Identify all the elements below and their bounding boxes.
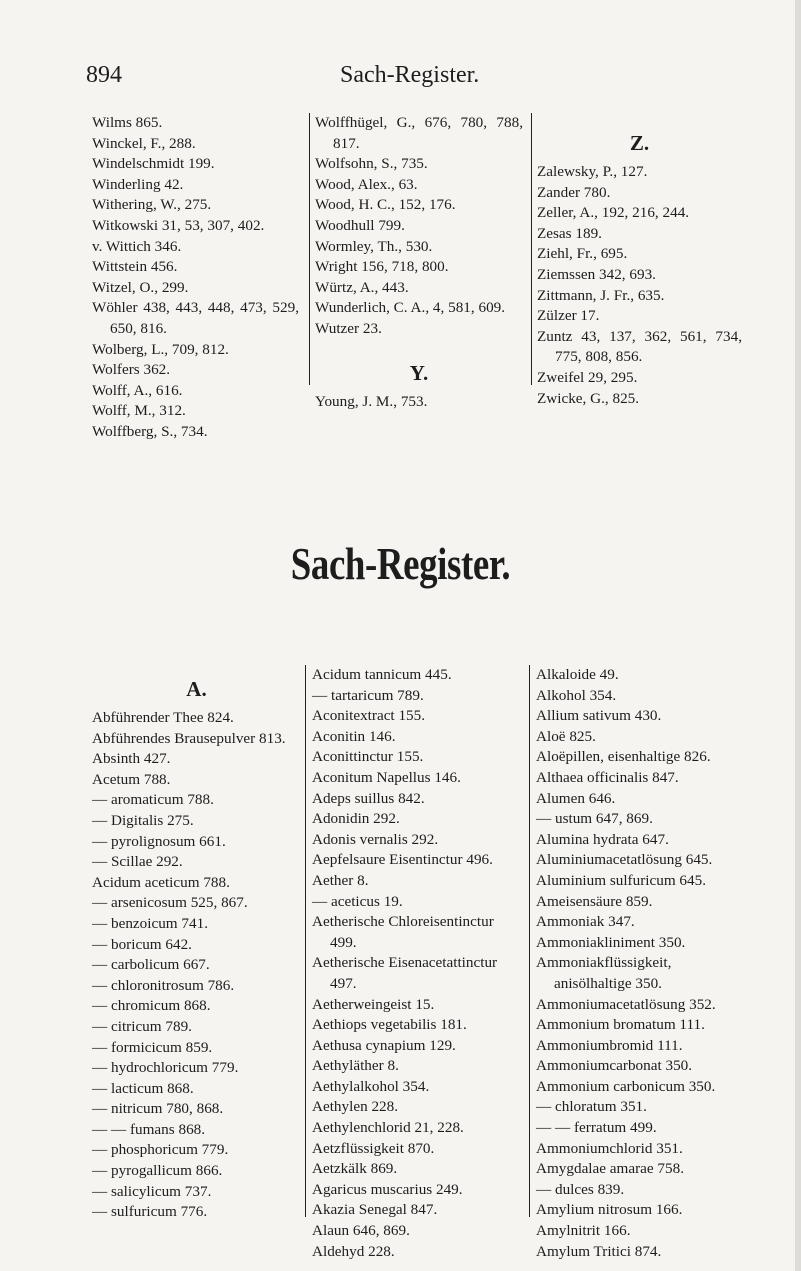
index-entry: Aethusa cynapium 129. [312,1036,456,1054]
index-entry: Alkaloide 49. [536,666,619,683]
index-entry: Ammoniumbromid 111. [536,1036,683,1054]
index-entry: Aethyläther 8. [312,1057,399,1075]
index-entry: Wunderlich, C. A., 4, 581, 609. [315,299,506,317]
index-entry: Alaun 646, 869. [312,1222,410,1240]
index-entry: — sulfuricum 776. [92,1203,208,1221]
index-entry: — phosphoricum 779. [92,1141,229,1159]
index-entry: Ammoniumchlorid 351. [536,1139,683,1157]
index-entry: — salicylicum 737. [92,1182,212,1200]
index-entry: Wolberg, L., 709, 812. [92,340,229,358]
running-title: Sach-Register. [340,62,480,88]
index-entry: Wöhler 438, 443, 448, 473, 529, 650, 816. [92,299,299,337]
index-entry: — dulces 839. [536,1180,625,1198]
index-entry: — benzoicum 741. [92,914,208,932]
index-entry: Adonidin 292. [312,810,400,828]
subject-register-column-3 [536,665,746,1262]
index-entry: Zweifel 29, 295. [537,368,638,386]
index-entry: Alumina hydrata 647. [536,830,669,848]
index-entry: — Scillae 292. [92,853,183,871]
index-entry: Acetum 788. [92,770,171,788]
column-rule [305,665,306,1217]
index-entry: Wutzer 23. [315,319,382,337]
index-entry: — pyrolignosum 661. [92,832,226,850]
index-entry: Witkowski 31, 53, 307, 402. [92,216,265,234]
index-entry: Aethiops vegetabilis 181. [312,1016,467,1034]
index-entry: Wilms 865. [92,114,163,131]
section-letter: A. [186,677,207,701]
index-entry: — — fumans 868. [92,1120,206,1138]
index-entry: — hydrochloricum 779. [92,1059,239,1077]
subject-register-column-1 [92,666,301,1223]
index-entry: Aetherische Chloreisentinctur 499. [312,913,494,951]
index-entry: Ammonium bromatum 111. [536,1016,705,1034]
index-entry: — aromaticum 788. [92,791,214,809]
index-entry: Aconitum Napellus 146. [312,768,461,786]
index-entry: Zeller, A., 192, 216, 244. [537,204,690,222]
index-entry: — pyrogallicum 866. [92,1162,223,1180]
index-entry: Zwicke, G., 825. [537,389,640,407]
index-entry: Amylium nitrosum 166. [536,1201,683,1219]
index-entry: Aetzkälk 869. [312,1160,398,1178]
index-entry: Wolffhügel, G., 676, 780, 788, 817. [315,114,523,152]
subject-register-column-2 [312,665,522,1262]
index-entry: — carbolicum 667. [92,956,210,974]
index-entry: v. Wittich 346. [92,237,182,255]
index-entry: Aethylen 228. [312,1098,399,1116]
index-entry: Winderling 42. [92,175,184,193]
index-entry: Zülzer 17. [537,307,600,325]
index-entry: Witzel, O., 299. [92,278,189,296]
index-entry: Zander 780. [537,183,611,201]
index-entry: Aconitin 146. [312,727,396,745]
index-entry: Aepfelsaure Eisentinctur 496. [312,851,493,869]
index-entry: Aloëpillen, eisenhaltige 826. [536,748,711,766]
index-entry: Wolff, M., 312. [92,402,186,420]
index-entry: Ammonium carbonicum 350. [536,1077,716,1095]
index-entry: Alumen 646. [536,789,616,807]
column-rule [529,665,530,1217]
index-entry: Aetherweingeist 15. [312,995,435,1013]
index-entry: Zuntz 43, 137, 362, 561, 734, 775, 808, 856. [537,327,742,366]
index-entry: Young, J. M., 753. [315,392,428,410]
page-number: 894 [86,62,122,88]
index-entry: — formicicum 859. [92,1038,213,1056]
index-entry: — boricum 642. [92,935,192,953]
index-entry: Allium sativum 430. [536,707,662,725]
index-entry: Amygdalae amarae 758. [536,1160,685,1178]
index-entry: — lacticum 868. [92,1079,194,1097]
index-entry: Ameisensäure 859. [536,892,653,910]
index-entry: Wolfsohn, S., 735. [315,155,428,173]
index-entry: Aconittinctur 155. [312,748,424,766]
name-register-column-2 [315,113,523,412]
index-entry: Aethylenchlorid 21, 228. [312,1119,464,1137]
index-entry: — nitricum 780, 868. [92,1100,224,1118]
index-entry: Aluminium sulfuricum 645. [536,871,707,889]
index-entry: Wolffberg, S., 734. [92,422,208,440]
index-entry: Abführender Thee 824. [92,709,234,726]
index-entry: Aetzflüssigkeit 870. [312,1139,435,1157]
index-entry: Absinth 427. [92,750,171,768]
index-entry: Adeps suillus 842. [312,789,425,807]
index-entry: Aethylalkohol 354. [312,1077,430,1095]
column-rule [309,113,310,385]
index-entry: Ziemssen 342, 693. [537,265,656,283]
index-entry: Ammoniakliniment 350. [536,933,686,951]
index-entry: Wolff, A., 616. [92,381,183,399]
index-entry: Würtz, A., 443. [315,278,409,296]
index-entry: Zesas 189. [537,224,602,242]
index-entry: — citricum 789. [92,1017,192,1035]
name-register-column-3 [537,124,742,409]
index-entry: Althaea officinalis 847. [536,768,679,786]
index-entry: Ziehl, Fr., 695. [537,245,628,263]
index-entry: — Digitalis 275. [92,811,194,829]
index-entry: — aceticus 19. [312,892,403,910]
index-entry: — ustum 647, 869. [536,810,653,828]
index-entry: Windelschmidt 199. [92,155,215,173]
section-title: Sach-Register. [290,539,511,589]
index-entry: Woodhull 799. [315,216,405,234]
index-entry: Wolfers 362. [92,361,171,379]
index-entry: Zittmann, J. Fr., 635. [537,286,665,304]
index-entry: Winckel, F., 288. [92,134,196,152]
index-entry: Ammoniumcarbonat 350. [536,1057,693,1075]
index-entry: — chromicum 868. [92,997,211,1015]
index-entry: Wood, Alex., 63. [315,175,418,193]
column-rule [531,113,532,385]
name-register-column-1 [92,113,299,443]
index-entry: Wright 156, 718, 800. [315,258,449,276]
section-letter: Z. [629,131,650,155]
index-entry: Aluminiumacetatlösung 645. [536,851,713,869]
index-entry: Wormley, Th., 530. [315,237,433,255]
index-entry: Abführendes Brausepulver 813. [92,729,286,747]
index-entry: Ammoniumacetatlösung 352. [536,995,716,1013]
index-entry: — tartaricum 789. [312,686,424,704]
index-entry: — chloratum 351. [536,1098,647,1116]
index-entry: — chloronitrosum 786. [92,976,235,994]
index-entry: Zalewsky, P., 127. [537,163,648,180]
index-entry: — — ferratum 499. [536,1119,657,1137]
page-edge [795,0,801,1271]
index-entry: Aetherische Eisenacetattinctur 497. [312,954,498,992]
index-entry: Withering, W., 275. [92,196,212,214]
index-entry: Acidum aceticum 788. [92,873,230,891]
index-entry: — arsenicosum 525, 867. [92,894,248,912]
index-entry: Aether 8. [312,871,369,889]
index-entry: Acidum tannicum 445. [312,666,452,683]
index-entry: Amylum Tritici 874. [536,1242,662,1260]
index-entry: Aconitextract 155. [312,707,426,725]
index-entry: Adonis vernalis 292. [312,830,439,848]
index-entry: Aldehyd 228. [312,1242,395,1260]
index-entry: Agaricus muscarius 249. [312,1180,463,1198]
section-letter: Y. [409,360,429,385]
index-entry: Amylnitrit 166. [536,1222,631,1240]
index-entry: Akazia Senegal 847. [312,1201,438,1219]
index-entry: Ammoniak 347. [536,913,635,931]
index-entry: Alkohol 354. [536,686,617,704]
index-entry: Wittstein 456. [92,258,178,276]
index-entry: Ammoniakflüssigkeit, anisölhaltige 350. [536,954,672,992]
index-entry: Wood, H. C., 152, 176. [315,196,456,214]
index-entry: Aloë 825. [536,727,596,745]
